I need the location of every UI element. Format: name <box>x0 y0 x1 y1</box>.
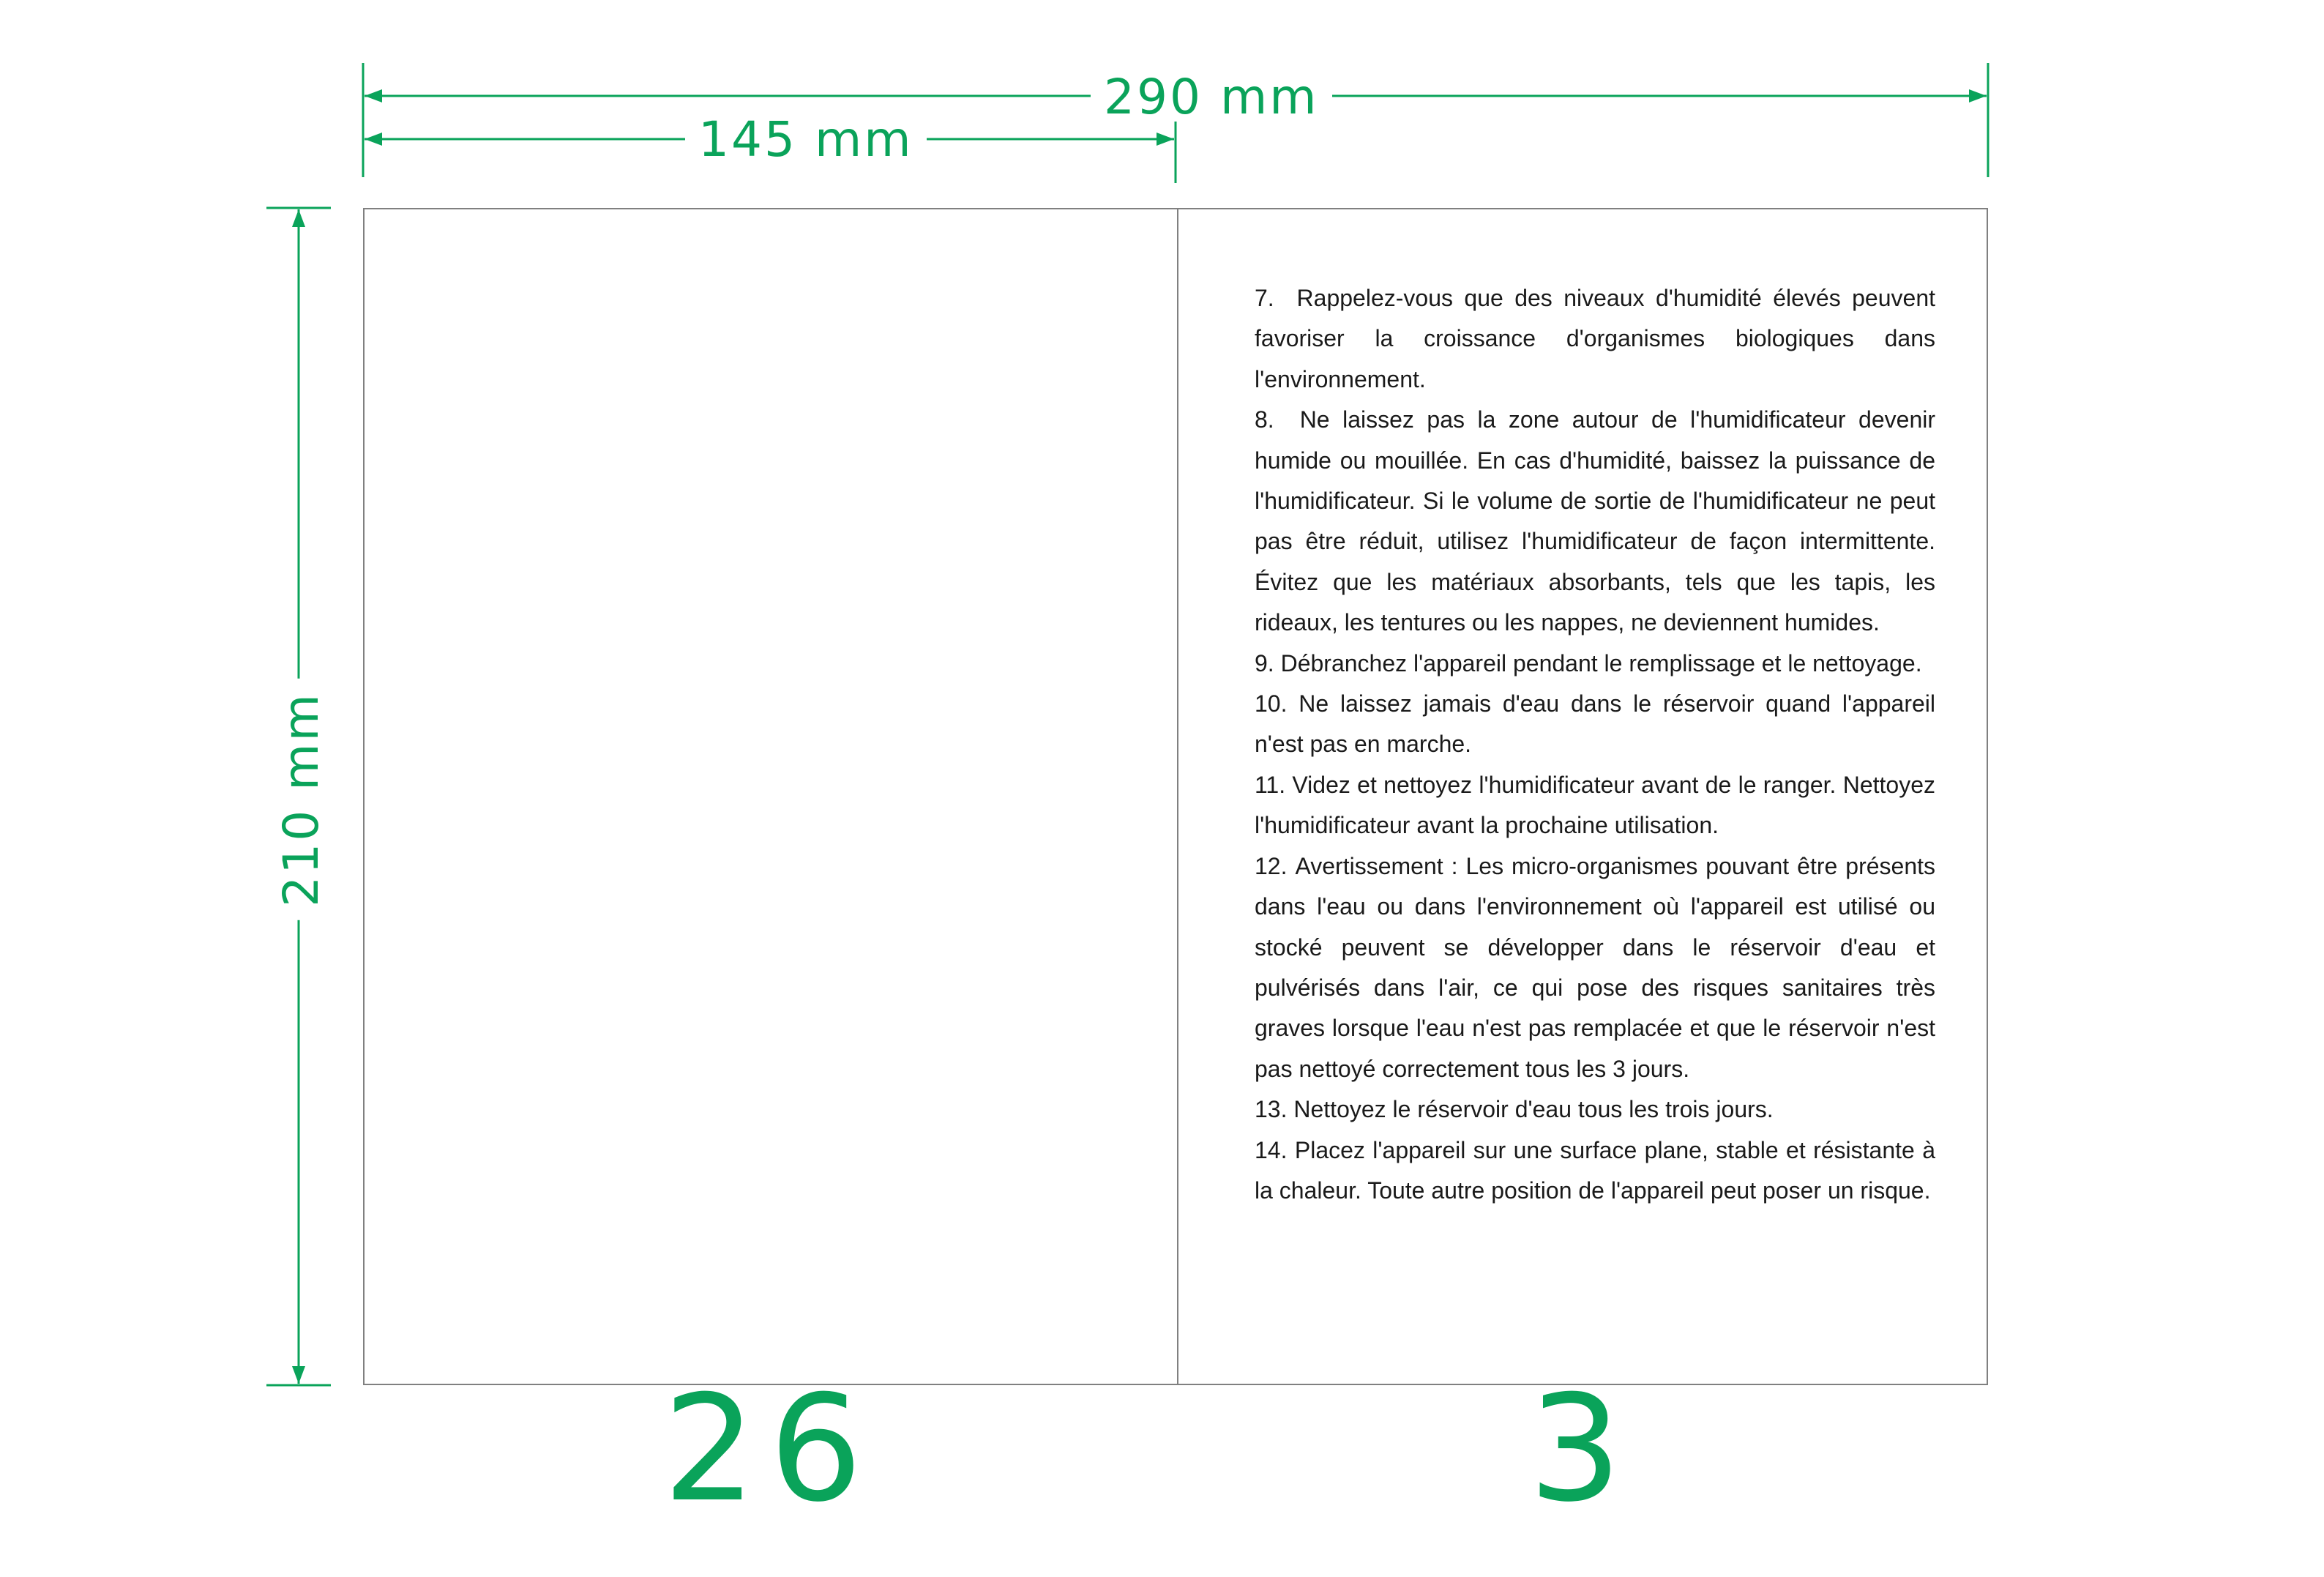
arrow-145-left <box>365 133 382 146</box>
total-width-label: 290 mm <box>1091 73 1332 122</box>
instruction-number: 10. <box>1255 690 1288 717</box>
instruction-text: Ne laissez jamais d'eau dans le réservoir quand l'appareil n'est pas en marche. <box>1255 690 1936 758</box>
arrow-290-right <box>1969 89 1987 102</box>
instruction-text: Rappelez-vous que des niveaux d'humidité élevés peuvent favoriser la croissance d'organismes biologiques dans l'environnement. <box>1255 285 1936 392</box>
page-number-left: 26 <box>662 1364 876 1535</box>
arrow-210-bottom <box>292 1366 305 1384</box>
instruction-item <box>1255 684 1935 765</box>
instruction-text: Ne laissez pas la zone autour de l'humidificateur devenir humide ou mouillée. En cas d'humidité, baissez la puissance de l'humidificateur. Si le volume de sortie de l'humidificateur ne peut pas être réduit, utilisez l'humidificateur de façon intermittente. Évitez que les matériaux absorbants, tels que les tapis, les rideaux, les tentures ou les nappes, ne deviennent humides. <box>1255 406 1935 636</box>
page-number-right: 3 <box>1528 1364 1635 1535</box>
instruction-item <box>1255 1130 1935 1212</box>
instruction-text: Placez l'appareil sur une surface plane, stable et résistante à la chaleur. Toute autre position de l'appareil peut poser un risque. <box>1255 1136 1936 1204</box>
instruction-number: 9. <box>1255 649 1274 676</box>
arrow-290-left <box>365 89 382 102</box>
instruction-text: Avertissement : Les micro-organismes pouvant être présents dans l'eau ou dans l'environnement où l'appareil est utilisé ou stocké peuvent se développer dans le réservoir d'eau et pulvérisés dans l'air, ce qui pose des risques sanitaires très graves lorsque l'eau n'est pas remplacée et que le réservoir n'est pas nettoyé correctement tous les 3 jours. <box>1255 852 1936 1082</box>
instruction-item <box>1255 765 1935 846</box>
arrow-210-top <box>292 209 305 227</box>
fold-line <box>1177 209 1178 1384</box>
instruction-item <box>1255 1089 1935 1130</box>
instruction-text: Nettoyez le réservoir d'eau tous les trois jours. <box>1293 1096 1774 1123</box>
instruction-item <box>1255 278 1935 400</box>
instruction-item <box>1255 644 1935 684</box>
instruction-number: 13. <box>1255 1096 1288 1123</box>
instruction-number: 14. <box>1255 1136 1288 1163</box>
half-width-label: 145 mm <box>685 116 927 164</box>
instruction-item <box>1255 846 1935 1089</box>
instructions-text <box>1255 278 1935 1211</box>
height-label: 210 mm <box>277 679 326 920</box>
instruction-number: 12. <box>1255 852 1288 879</box>
instruction-number: 11. <box>1255 771 1286 798</box>
instruction-number: 7. <box>1255 285 1274 311</box>
instruction-number: 8. <box>1255 406 1274 433</box>
instruction-item <box>1255 400 1935 643</box>
arrow-145-right <box>1157 133 1174 146</box>
instruction-text: Débranchez l'appareil pendant le remplissage et le nettoyage. <box>1280 649 1922 676</box>
instruction-text: Videz et nettoyez l'humidificateur avant de le ranger. Nettoyez l'humidificateur avant la prochaine utilisation. <box>1255 771 1936 839</box>
